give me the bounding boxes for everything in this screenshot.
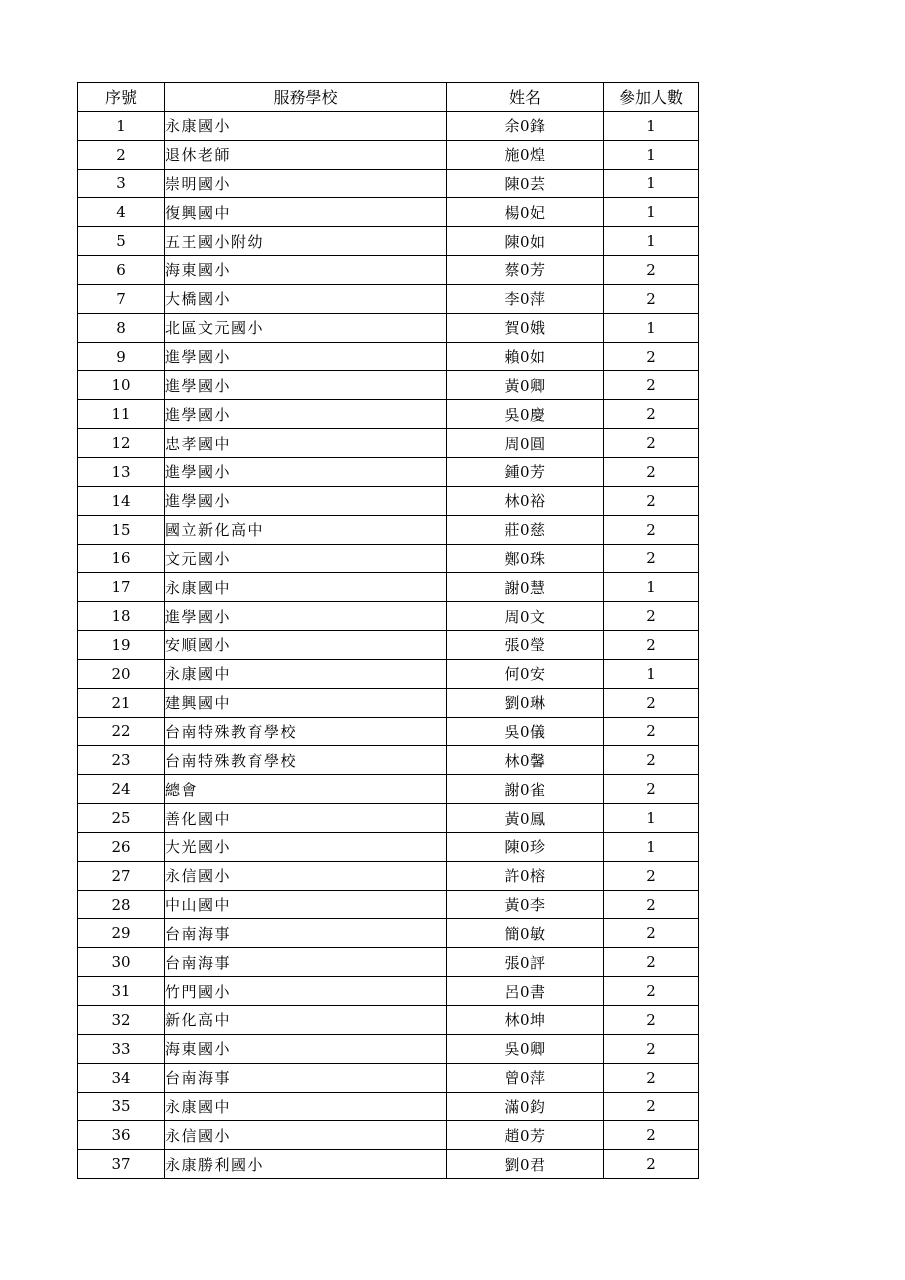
name-cell: 謝0雀	[447, 775, 604, 804]
participant-count-cell: 2	[604, 948, 699, 977]
school-cell: 大光國小	[165, 832, 447, 861]
table-row	[78, 313, 699, 342]
serial-number-cell: 19	[78, 631, 165, 660]
table-row	[78, 342, 699, 371]
serial-number-cell: 20	[78, 659, 165, 688]
table-row	[78, 457, 699, 486]
serial-number-cell: 27	[78, 861, 165, 890]
name-cell: 周0圓	[447, 429, 604, 458]
table-row	[78, 861, 699, 890]
school-cell: 進學國小	[165, 602, 447, 631]
participant-count-cell: 2	[604, 515, 699, 544]
name-cell: 鍾0芳	[447, 457, 604, 486]
school-cell: 海東國小	[165, 1034, 447, 1063]
school-cell: 善化國中	[165, 804, 447, 833]
name-cell: 施0煌	[447, 140, 604, 169]
school-cell: 北區文元國小	[165, 313, 447, 342]
school-cell: 永信國小	[165, 861, 447, 890]
school-cell: 復興國中	[165, 198, 447, 227]
serial-number-cell: 23	[78, 746, 165, 775]
serial-number-cell: 33	[78, 1034, 165, 1063]
school-cell: 進學國小	[165, 486, 447, 515]
serial-number-cell: 22	[78, 717, 165, 746]
table-row	[78, 544, 699, 573]
name-cell: 張0瑩	[447, 631, 604, 660]
participant-count-cell: 2	[604, 717, 699, 746]
name-cell: 吳0卿	[447, 1034, 604, 1063]
participant-count-cell: 2	[604, 400, 699, 429]
participant-count-cell: 1	[604, 227, 699, 256]
name-cell: 謝0慧	[447, 573, 604, 602]
table-body	[78, 111, 699, 1178]
name-cell: 林0裕	[447, 486, 604, 515]
serial-number-cell: 7	[78, 284, 165, 313]
table-row	[78, 1006, 699, 1035]
serial-number-cell: 21	[78, 688, 165, 717]
name-cell: 余0鋒	[447, 111, 604, 140]
school-cell: 進學國小	[165, 342, 447, 371]
serial-number-cell: 10	[78, 371, 165, 400]
table-row	[78, 1121, 699, 1150]
name-cell: 趙0芳	[447, 1121, 604, 1150]
school-cell: 建興國中	[165, 688, 447, 717]
school-cell: 中山國中	[165, 890, 447, 919]
serial-number-cell: 30	[78, 948, 165, 977]
serial-number-cell: 3	[78, 169, 165, 198]
participant-table	[77, 82, 699, 1179]
table-row	[78, 140, 699, 169]
participant-count-cell: 2	[604, 284, 699, 313]
serial-number-cell: 26	[78, 832, 165, 861]
participant-count-cell: 2	[604, 861, 699, 890]
table-row	[78, 717, 699, 746]
participant-count-cell: 2	[604, 1063, 699, 1092]
school-cell: 總會	[165, 775, 447, 804]
school-cell: 進學國小	[165, 371, 447, 400]
table-header	[78, 83, 699, 112]
table-row	[78, 631, 699, 660]
serial-number-cell: 16	[78, 544, 165, 573]
school-cell: 永康勝利國小	[165, 1150, 447, 1179]
name-cell: 林0馨	[447, 746, 604, 775]
serial-number-cell: 29	[78, 919, 165, 948]
serial-number-cell: 37	[78, 1150, 165, 1179]
serial-number-cell: 35	[78, 1092, 165, 1121]
name-cell: 呂0書	[447, 977, 604, 1006]
participant-count-cell: 1	[604, 111, 699, 140]
participant-count-cell: 2	[604, 1092, 699, 1121]
name-cell: 鄭0珠	[447, 544, 604, 573]
table-row	[78, 602, 699, 631]
serial-number-cell: 24	[78, 775, 165, 804]
serial-number-cell: 12	[78, 429, 165, 458]
name-cell: 莊0慈	[447, 515, 604, 544]
participant-count-cell: 1	[604, 140, 699, 169]
table-row	[78, 1150, 699, 1179]
table-row	[78, 486, 699, 515]
participant-count-cell: 2	[604, 457, 699, 486]
name-cell: 吳0儀	[447, 717, 604, 746]
school-cell: 永康國中	[165, 1092, 447, 1121]
table-row	[78, 400, 699, 429]
name-cell: 周0文	[447, 602, 604, 631]
table-row	[78, 977, 699, 1006]
name-cell: 簡0敏	[447, 919, 604, 948]
school-cell: 台南海事	[165, 1063, 447, 1092]
participant-count-cell: 2	[604, 631, 699, 660]
name-cell: 陳0珍	[447, 832, 604, 861]
name-cell: 林0坤	[447, 1006, 604, 1035]
school-cell: 永康國中	[165, 659, 447, 688]
table-row	[78, 1034, 699, 1063]
participant-count-cell: 2	[604, 1006, 699, 1035]
serial-number-cell: 18	[78, 602, 165, 631]
name-cell: 陳0如	[447, 227, 604, 256]
table-row	[78, 169, 699, 198]
table-row	[78, 1063, 699, 1092]
participant-count-cell: 2	[604, 775, 699, 804]
name-cell: 賴0如	[447, 342, 604, 371]
participant-count-cell: 1	[604, 169, 699, 198]
table-row	[78, 746, 699, 775]
table-row	[78, 111, 699, 140]
serial-number-cell: 1	[78, 111, 165, 140]
table-row	[78, 1092, 699, 1121]
school-cell: 海東國小	[165, 256, 447, 285]
school-cell: 忠孝國中	[165, 429, 447, 458]
participant-count-cell: 2	[604, 977, 699, 1006]
serial-number-cell: 36	[78, 1121, 165, 1150]
serial-number-cell: 5	[78, 227, 165, 256]
school-cell: 新化高中	[165, 1006, 447, 1035]
school-cell: 永康國小	[165, 111, 447, 140]
serial-number-cell: 11	[78, 400, 165, 429]
school-cell: 台南特殊教育學校	[165, 717, 447, 746]
table-row	[78, 371, 699, 400]
serial-number-cell: 4	[78, 198, 165, 227]
school-cell: 台南海事	[165, 919, 447, 948]
serial-number-cell: 31	[78, 977, 165, 1006]
school-cell: 永康國中	[165, 573, 447, 602]
table-row	[78, 775, 699, 804]
serial-number-cell: 9	[78, 342, 165, 371]
participant-count-cell: 2	[604, 342, 699, 371]
serial-number-cell: 25	[78, 804, 165, 833]
table-row	[78, 256, 699, 285]
participant-count-cell: 1	[604, 198, 699, 227]
name-cell: 張0評	[447, 948, 604, 977]
serial-number-cell: 28	[78, 890, 165, 919]
table-row	[78, 804, 699, 833]
participant-count-cell: 1	[604, 659, 699, 688]
participant-count-cell: 2	[604, 544, 699, 573]
serial-number-cell: 17	[78, 573, 165, 602]
name-cell: 許0榕	[447, 861, 604, 890]
name-cell: 黃0鳳	[447, 804, 604, 833]
name-cell: 李0萍	[447, 284, 604, 313]
participant-count-cell: 2	[604, 371, 699, 400]
participant-count-cell: 2	[604, 486, 699, 515]
school-cell: 文元國小	[165, 544, 447, 573]
school-cell: 五王國小附幼	[165, 227, 447, 256]
serial-number-cell: 6	[78, 256, 165, 285]
school-cell: 退休老師	[165, 140, 447, 169]
name-cell: 滿0鈞	[447, 1092, 604, 1121]
table-row	[78, 515, 699, 544]
participant-count-cell: 1	[604, 832, 699, 861]
school-cell: 進學國小	[165, 400, 447, 429]
name-cell: 蔡0芳	[447, 256, 604, 285]
participant-count-cell: 2	[604, 429, 699, 458]
participant-count-cell: 2	[604, 746, 699, 775]
serial-number-cell: 34	[78, 1063, 165, 1092]
name-cell: 黃0李	[447, 890, 604, 919]
table-row	[78, 948, 699, 977]
serial-number-cell: 15	[78, 515, 165, 544]
name-cell: 何0安	[447, 659, 604, 688]
name-cell: 陳0芸	[447, 169, 604, 198]
serial-number-cell: 14	[78, 486, 165, 515]
participant-count-cell: 2	[604, 890, 699, 919]
participant-count-cell: 2	[604, 1150, 699, 1179]
school-cell: 進學國小	[165, 457, 447, 486]
school-cell: 大橋國小	[165, 284, 447, 313]
table-row	[78, 688, 699, 717]
name-cell: 吳0慶	[447, 400, 604, 429]
name-cell: 曾0萍	[447, 1063, 604, 1092]
table-row	[78, 659, 699, 688]
table-row	[78, 890, 699, 919]
school-cell: 安順國小	[165, 631, 447, 660]
participant-count-cell: 1	[604, 804, 699, 833]
participant-count-cell: 2	[604, 688, 699, 717]
serial-number-cell: 8	[78, 313, 165, 342]
table-row	[78, 919, 699, 948]
school-cell: 永信國小	[165, 1121, 447, 1150]
header-school: 服務學校	[165, 83, 447, 112]
table-row	[78, 227, 699, 256]
participant-count-cell: 1	[604, 573, 699, 602]
participant-count-cell: 2	[604, 602, 699, 631]
table-row	[78, 573, 699, 602]
header-participant-count: 參加人數	[604, 83, 699, 112]
participant-count-cell: 2	[604, 919, 699, 948]
participant-count-cell: 1	[604, 313, 699, 342]
name-cell: 黃0卿	[447, 371, 604, 400]
header-name: 姓名	[447, 83, 604, 112]
name-cell: 劉0琳	[447, 688, 604, 717]
school-cell: 崇明國小	[165, 169, 447, 198]
name-cell: 賀0娥	[447, 313, 604, 342]
table-row	[78, 198, 699, 227]
table-row	[78, 284, 699, 313]
header-row	[78, 83, 699, 112]
school-cell: 國立新化高中	[165, 515, 447, 544]
header-serial-number: 序號	[78, 83, 165, 112]
table-row	[78, 429, 699, 458]
serial-number-cell: 2	[78, 140, 165, 169]
participant-count-cell: 2	[604, 1121, 699, 1150]
school-cell: 台南特殊教育學校	[165, 746, 447, 775]
name-cell: 劉0君	[447, 1150, 604, 1179]
participant-count-cell: 2	[604, 1034, 699, 1063]
school-cell: 台南海事	[165, 948, 447, 977]
name-cell: 楊0妃	[447, 198, 604, 227]
school-cell: 竹門國小	[165, 977, 447, 1006]
table-row	[78, 832, 699, 861]
serial-number-cell: 13	[78, 457, 165, 486]
serial-number-cell: 32	[78, 1006, 165, 1035]
participant-count-cell: 2	[604, 256, 699, 285]
